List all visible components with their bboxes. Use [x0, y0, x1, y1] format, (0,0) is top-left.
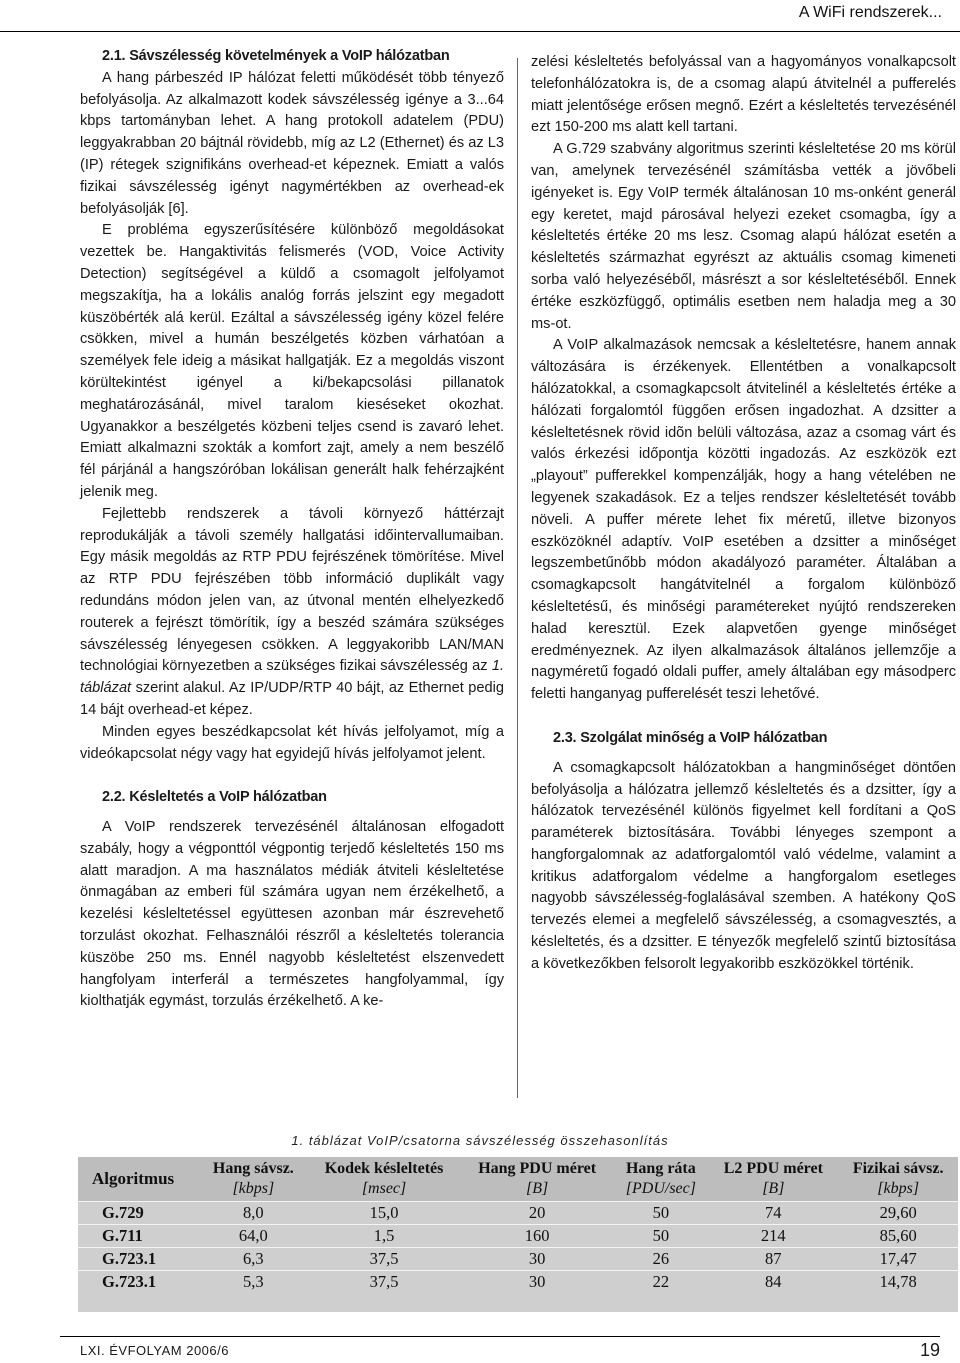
comparison-table [78, 1157, 958, 1312]
table-cell: 30 [461, 1271, 614, 1294]
header-rule [0, 31, 960, 32]
header-hang-rata: Hang ráta [PDU/sec] [613, 1157, 708, 1202]
table-cell: 74 [708, 1202, 838, 1225]
header-l2-pdu-meret: L2 PDU méret [B] [708, 1157, 838, 1202]
table-cell: 50 [613, 1225, 708, 1248]
table-caption: 1. táblázat VoIP/csatorna sávszélesség összehasonlítás [291, 1133, 669, 1148]
table-header-row [78, 1157, 958, 1202]
table-cell: 20 [461, 1202, 614, 1225]
table-cell: 160 [461, 1225, 614, 1248]
paragraph-text: szerint alakul. Az IP/UDP/RTP 40 bájt, az Ethernet pedig 14 bájt overhead-et képez. [80, 680, 504, 718]
header-kodek-kesleltetes: Kodek késleltetés [msec] [307, 1157, 461, 1202]
table-cell: 37,5 [307, 1271, 461, 1294]
table-cell: 85,60 [838, 1225, 958, 1248]
table-cell: 26 [613, 1248, 708, 1271]
table-cell: 87 [708, 1248, 838, 1271]
table-row [78, 1202, 958, 1225]
table-cell: G.711 [78, 1225, 199, 1248]
paragraph-text: Fejlettebb rendszerek a távoli környező háttérzajt reprodukálják a távoli személy hallgatási időintervallumaiban. Egy másik megoldás az RTP PDU fejrészének tömörítése. Mivel az RTP PDU fejrészében több információ duplikált vagy redundáns módon jelen van, az útvonal mentén elhelyezkedő routerek a fejrészt tömörítik, így a beszéd számára szükséges sávszélesség lényegesen csökken. A leggyakoribb LAN/MAN technológiai környezetben a szükséges fizikai sávszélesség az [80, 505, 504, 675]
paragraph: Minden egyes beszédkapcsolat két hívás jelfolyamot, míg a videókapcsolat négy vagy hat egyidejű hívás jelfolyamot jelent. [80, 723, 504, 762]
footer-rule [60, 1336, 940, 1337]
table-row [78, 1271, 958, 1294]
table-cell: 37,5 [307, 1248, 461, 1271]
paragraph [80, 504, 504, 722]
page-number: 19 [919, 1340, 940, 1360]
paragraph: A VoIP alkalmazások nemcsak a késleltetésre, hanem annak változására is érzékenyek. Ellentétben a vonalkapcsolt hálózatokkal, a csomagkapcsolt átvitelinél a késleltetés értéke a hálózati forgalomtól függően erősen ingadozhat. A dzsitter a késleltetésnek rövid idõn belüli változása, azaz a csomag várt és valós érkezési időpontja közötti ingadozás. Az eszközök ezt „playout” pufferekkel kompenzálják, hogy a hang vételében ne legyenek szakadások. Ez a teljes rendszer késleltetését tovább növeli. A puffer mérete lehet fix méretű, illetve bizonyos eszközöknél adaptív. VoIP esetében a dzsitter a minőséget legszembetűnőbb módon akadályozó paraméter. Általában a csomagkapcsolt hangátvitelnél a forgalom különböző késleltetésű, és minőségi paramétereket nyújtó rendszereken halad keresztül. Ezek alapvetően gyenge minőséget eredményeznek. Az ilyen alkalmazások általános jellemzője a nagyméretű fogadó oldali puffer, amely általában egy másodperc feletti hanganyag pufferelését teszi lehetővé. [531, 337, 956, 703]
section-heading-2-2: 2.2. Késleltetés a VoIP hálózatban [102, 789, 327, 806]
section-heading-2-1: 2.1. Sávszélesség követelmények a VoIP hálózatban [102, 48, 450, 64]
section-heading-2-3: 2.3. Szolgálat minőség a VoIP hálózatban [553, 729, 828, 746]
paragraph: A G.729 szabvány algoritmus szerinti késleltetése 20 ms körül van, amelynek tervezésénél számításba vették a jövőbeli igényeket is. Egy VoIP termék általánosan 10 ms-onként generál egy keretet, majd párosával helyezi ezeket csomagba, így a késleltetés értéke 20 ms lesz. Csomag alapú hálózat esetén a késleltetés származhat egyrészt az aktuális csomag kimeneti sorba való helyezéséből, másrészt a sor késleltetéséből. Ennek értéke eszközfüggő, optimális esetben nem haladja meg a 30 ms-ot. [531, 141, 956, 332]
table-cell: 14,78 [838, 1271, 958, 1294]
paragraph: A VoIP rendszerek tervezésénél általánosan elfogadott szabály, hogy a végponttól végpontig terjedő késleltetés 150 ms alatt maradjon. A ma használatos médiák átviteli késleltetése önmagában az emberi fül számára ugyan nem érzékelhető, a kezelési késleltetéssel együttesen azonban már észrevehető torzulást okozhat. Felhasználói részről a késleltetés tolerancia küszöbe 250 ms. Ennél nagyobb késleltetést elszenvedett hangfolyam interferál a természetes hangfolyammal, így kiolthatják egymást, torzulás érzékelhető. A ke- [80, 819, 504, 1010]
table-row [78, 1225, 958, 1248]
header-algoritmus: Algoritmus [78, 1157, 199, 1202]
table-cell: 15,0 [307, 1202, 461, 1225]
header-fizikai-savsz: Fizikai sávsz. [kbps] [838, 1157, 958, 1202]
paragraph: E probléma egyszerűsítésére különböző megoldásokat vezettek be. Hangaktivitás felismerés (VOD, Voice Activity Detection) segítségével a küldő a csomagolt jelfolyamot megszakítja, ha a lokális analóg forrás jelszint egy megadott küszöbérték alá kerül. Ezáltal a sávszélesség igény közel felére csökken, mivel a humán beszélgetés közben várhatóan a személyek fele ideig a másikat hallgatják. Ez a megoldás viszont körültekintést igényel a ki/bekapcsolási pillanatok meghatározásánál, mivel taralom kieséseket okozhat. Ugyanakkor a beszélgetés közbeni teljes csend is zavaró lehet. Emiatt alkalmazni szokták a komfort zajt, amely a nem beszélő fél párjánál a hangszóróban lokálisan generált halk fehérzajként jelenik meg. [80, 222, 504, 500]
table-cell: 17,47 [838, 1248, 958, 1271]
table-cell: 30 [461, 1248, 614, 1271]
table-row [78, 1248, 958, 1271]
table-cell: 6,3 [199, 1248, 307, 1271]
table-cell: G.729 [78, 1202, 199, 1225]
right-column [531, 52, 956, 976]
paragraph: A hang párbeszéd IP hálózat feletti működését több tényező befolyásolja. Az alkalmazott kodek sávszélesség igénye a 3...64 kbps tartományban lehet. A hang protokoll adatelem (PDU) leggyakrabban 20 bájtnál rövidebb, míg az L2 (Ethernet) és az L3 (IP) rétegek szignifikáns overhead-et képeznek. Emiatt a valós fizikai sávszélesség igényt nagymértékben az overhead-ek befolyásolják [6]. [80, 69, 504, 217]
table-cell: G.723.1 [78, 1271, 199, 1294]
header-hang-savsz: Hang sávsz. [kbps] [199, 1157, 307, 1202]
header-hang-pdu-meret: Hang PDU méret [B] [461, 1157, 614, 1202]
table-reference: 1. táblázat [80, 658, 504, 697]
table-cell: G.723.1 [78, 1248, 199, 1271]
running-header: A WiFi rendszerek... [798, 4, 942, 21]
table-cell: 29,60 [838, 1202, 958, 1225]
table-cell: 1,5 [307, 1225, 461, 1248]
paragraph: zelési késleltetés befolyással van a hagyományos vonalkapcsolt telefonhálózatokra is, de a csomag alapú átvitelnél a pufferelés miatt jelentősége erősen megnő. Ezért a késleltetés tervezésénél ezt 150-200 ms alatt kell tartani. [531, 54, 956, 136]
table-cell: 64,0 [199, 1225, 307, 1248]
table-cell: 50 [613, 1202, 708, 1225]
left-column [80, 46, 504, 1013]
table-cell: 8,0 [199, 1202, 307, 1225]
paragraph: A csomagkapcsolt hálózatokban a hangminőséget döntően befolyásolja a hálózatra jellemző késleltetés és a dzsitter, így a hálózatok tervezésénél különös figyelmet kell fordítani a QoS paraméterek biztosítására. További lényeges szempont a hangforgalomnak az adatforgalomtól való védelme, valamint a kritikus adatforgalom védelme a hangforgalom esetleges nagyobb sávszélesség-foglalásával szemben. A hatékony QoS tervezés elemei a megfelelő sávszélesség, a csomagvesztés, a késleltetés, és a dzsitter. E tényezők megfelelő szintű biztosítása a következőkben felsorolt legyakoribb eszközökkel történik. [531, 759, 956, 972]
data-table [78, 1157, 958, 1293]
table-cell: 22 [613, 1271, 708, 1294]
table-cell: 214 [708, 1225, 838, 1248]
table-cell: 84 [708, 1271, 838, 1294]
journal-issue: LXI. ÉVFOLYAM 2006/6 [80, 1343, 229, 1358]
table-cell: 5,3 [199, 1271, 307, 1294]
column-divider [517, 58, 518, 1098]
